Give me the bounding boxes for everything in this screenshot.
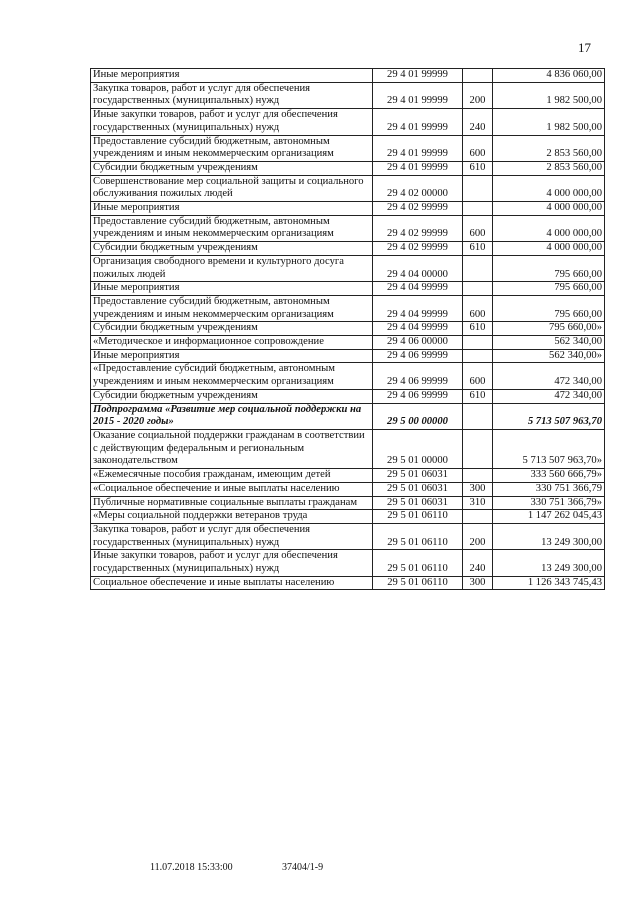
row-code: 29 4 02 99999 (373, 202, 463, 216)
row-amount: 1 147 262 045,43 (493, 510, 605, 524)
row-amount: 2 853 560,00 (493, 135, 605, 161)
row-amount: 795 660,00 (493, 295, 605, 321)
row-expense-type: 300 (463, 576, 493, 590)
row-name: Иные закупки товаров, работ и услуг для обеспечения государственных (муниципальных) нужд (91, 550, 373, 576)
table-row (91, 175, 605, 201)
table-row (91, 282, 605, 296)
row-expense-type (463, 469, 493, 483)
row-name: Иные мероприятия (91, 69, 373, 83)
table-row (91, 109, 605, 135)
table-row (91, 322, 605, 336)
row-name: Совершенствование мер социальной защиты и социального обслуживания пожилых людей (91, 175, 373, 201)
row-expense-type: 240 (463, 550, 493, 576)
table-row (91, 510, 605, 524)
row-code: 29 4 01 99999 (373, 69, 463, 83)
row-amount: 795 660,00 (493, 255, 605, 281)
row-amount: 13 249 300,00 (493, 550, 605, 576)
row-amount: 4 000 000,00 (493, 242, 605, 256)
table-row (91, 336, 605, 350)
table-row (91, 496, 605, 510)
row-name: Иные мероприятия (91, 202, 373, 216)
row-expense-type (463, 202, 493, 216)
row-expense-type (463, 403, 493, 429)
row-code: 29 4 02 99999 (373, 242, 463, 256)
row-name: «Предоставление субсидий бюджетным, автономным учреждениям и иным некоммерческим организациям (91, 363, 373, 389)
row-amount: 13 249 300,00 (493, 523, 605, 549)
table-row (91, 403, 605, 429)
row-name: Иные мероприятия (91, 282, 373, 296)
row-amount: 333 560 666,79» (493, 469, 605, 483)
row-expense-type: 240 (463, 109, 493, 135)
row-name: «Методическое и информационное сопровождение (91, 336, 373, 350)
row-amount: 1 982 500,00 (493, 82, 605, 108)
row-amount: 2 853 560,00 (493, 161, 605, 175)
table-row (91, 469, 605, 483)
row-name: «Ежемесячные пособия гражданам, имеющим детей (91, 469, 373, 483)
row-name: Субсидии бюджетным учреждениям (91, 322, 373, 336)
row-expense-type (463, 336, 493, 350)
row-amount: 5 713 507 963,70» (493, 429, 605, 468)
row-code: 29 5 01 06110 (373, 510, 463, 524)
row-expense-type: 300 (463, 482, 493, 496)
row-code: 29 5 01 06110 (373, 550, 463, 576)
row-name: Субсидии бюджетным учреждениям (91, 389, 373, 403)
row-expense-type: 610 (463, 161, 493, 175)
row-name: «Меры социальной поддержки ветеранов труда (91, 510, 373, 524)
table-row (91, 242, 605, 256)
row-name: «Социальное обеспечение и иные выплаты населению (91, 482, 373, 496)
row-expense-type (463, 69, 493, 83)
row-code: 29 4 01 99999 (373, 161, 463, 175)
row-expense-type: 610 (463, 242, 493, 256)
row-code: 29 4 06 99999 (373, 389, 463, 403)
table-row (91, 295, 605, 321)
row-amount: 4 000 000,00 (493, 202, 605, 216)
table-row (91, 576, 605, 590)
row-code: 29 4 02 99999 (373, 215, 463, 241)
row-expense-type: 610 (463, 322, 493, 336)
row-code: 29 4 06 99999 (373, 363, 463, 389)
table-row (91, 523, 605, 549)
table-row (91, 255, 605, 281)
footer-datetime: 11.07.2018 15:33:00 (150, 862, 233, 873)
row-code: 29 4 01 99999 (373, 135, 463, 161)
row-amount: 330 751 366,79» (493, 496, 605, 510)
row-code: 29 5 01 06031 (373, 482, 463, 496)
row-expense-type (463, 510, 493, 524)
row-amount: 472 340,00 (493, 389, 605, 403)
row-expense-type (463, 175, 493, 201)
row-expense-type: 310 (463, 496, 493, 510)
table-row (91, 215, 605, 241)
row-amount: 1 982 500,00 (493, 109, 605, 135)
row-code: 29 4 01 99999 (373, 82, 463, 108)
row-amount: 4 000 000,00 (493, 175, 605, 201)
table-row (91, 69, 605, 83)
row-amount: 472 340,00 (493, 363, 605, 389)
row-name: Иные мероприятия (91, 349, 373, 363)
row-code: 29 5 00 00000 (373, 403, 463, 429)
row-code: 29 5 01 06110 (373, 576, 463, 590)
row-code: 29 4 04 99999 (373, 282, 463, 296)
row-name: Закупка товаров, работ и услуг для обеспечения государственных (муниципальных) нужд (91, 82, 373, 108)
row-code: 29 4 04 00000 (373, 255, 463, 281)
row-amount: 5 713 507 963,70 (493, 403, 605, 429)
row-code: 29 4 04 99999 (373, 295, 463, 321)
row-name: Социальное обеспечение и иные выплаты населению (91, 576, 373, 590)
row-code: 29 4 02 00000 (373, 175, 463, 201)
row-expense-type (463, 282, 493, 296)
table-row (91, 135, 605, 161)
row-name: Предоставление субсидий бюджетным, автономным учреждениям и иным некоммерческим организациям (91, 135, 373, 161)
row-amount: 330 751 366,79 (493, 482, 605, 496)
row-expense-type (463, 429, 493, 468)
row-expense-type: 200 (463, 82, 493, 108)
budget-table-body (91, 69, 605, 590)
row-amount: 795 660,00 (493, 282, 605, 296)
row-code: 29 5 01 06031 (373, 469, 463, 483)
table-row (91, 389, 605, 403)
row-amount: 562 340,00 (493, 336, 605, 350)
row-expense-type: 600 (463, 295, 493, 321)
row-expense-type: 200 (463, 523, 493, 549)
page-number: 17 (578, 40, 591, 55)
row-amount: 562 340,00» (493, 349, 605, 363)
row-name: Подпрограмма «Развитие мер социальной поддержки на 2015 - 2020 годы» (91, 403, 373, 429)
table-row (91, 550, 605, 576)
row-code: 29 4 06 00000 (373, 336, 463, 350)
row-expense-type: 600 (463, 135, 493, 161)
row-name: Иные закупки товаров, работ и услуг для обеспечения государственных (муниципальных) нужд (91, 109, 373, 135)
table-row (91, 82, 605, 108)
row-code: 29 4 04 99999 (373, 322, 463, 336)
row-name: Субсидии бюджетным учреждениям (91, 242, 373, 256)
row-amount: 4 836 060,00 (493, 69, 605, 83)
row-code: 29 4 06 99999 (373, 349, 463, 363)
footer-doc-number: 37404/1-9 (282, 862, 324, 873)
row-name: Организация свободного времени и культурного досуга пожилых людей (91, 255, 373, 281)
row-expense-type: 600 (463, 363, 493, 389)
row-name: Закупка товаров, работ и услуг для обеспечения государственных (муниципальных) нужд (91, 523, 373, 549)
row-amount: 795 660,00» (493, 322, 605, 336)
table-row (91, 363, 605, 389)
row-name: Предоставление субсидий бюджетным, автономным учреждениям и иным некоммерческим организациям (91, 295, 373, 321)
table-row (91, 202, 605, 216)
row-expense-type: 600 (463, 215, 493, 241)
row-name: Субсидии бюджетным учреждениям (91, 161, 373, 175)
row-amount: 1 126 343 745,43 (493, 576, 605, 590)
row-expense-type (463, 255, 493, 281)
row-expense-type (463, 349, 493, 363)
table-row (91, 349, 605, 363)
row-amount: 4 000 000,00 (493, 215, 605, 241)
row-code: 29 5 01 06031 (373, 496, 463, 510)
row-code: 29 5 01 06110 (373, 523, 463, 549)
budget-table (90, 68, 605, 590)
row-name: Предоставление субсидий бюджетным, автономным учреждениям и иным некоммерческим организациям (91, 215, 373, 241)
row-name: Публичные нормативные социальные выплаты гражданам (91, 496, 373, 510)
table-row (91, 429, 605, 468)
table-row (91, 482, 605, 496)
table-row (91, 161, 605, 175)
row-code: 29 5 01 00000 (373, 429, 463, 468)
row-name: Оказание социальной поддержки гражданам в соответствии с действующим федеральным и региональным законодательством (91, 429, 373, 468)
row-code: 29 4 01 99999 (373, 109, 463, 135)
row-expense-type: 610 (463, 389, 493, 403)
